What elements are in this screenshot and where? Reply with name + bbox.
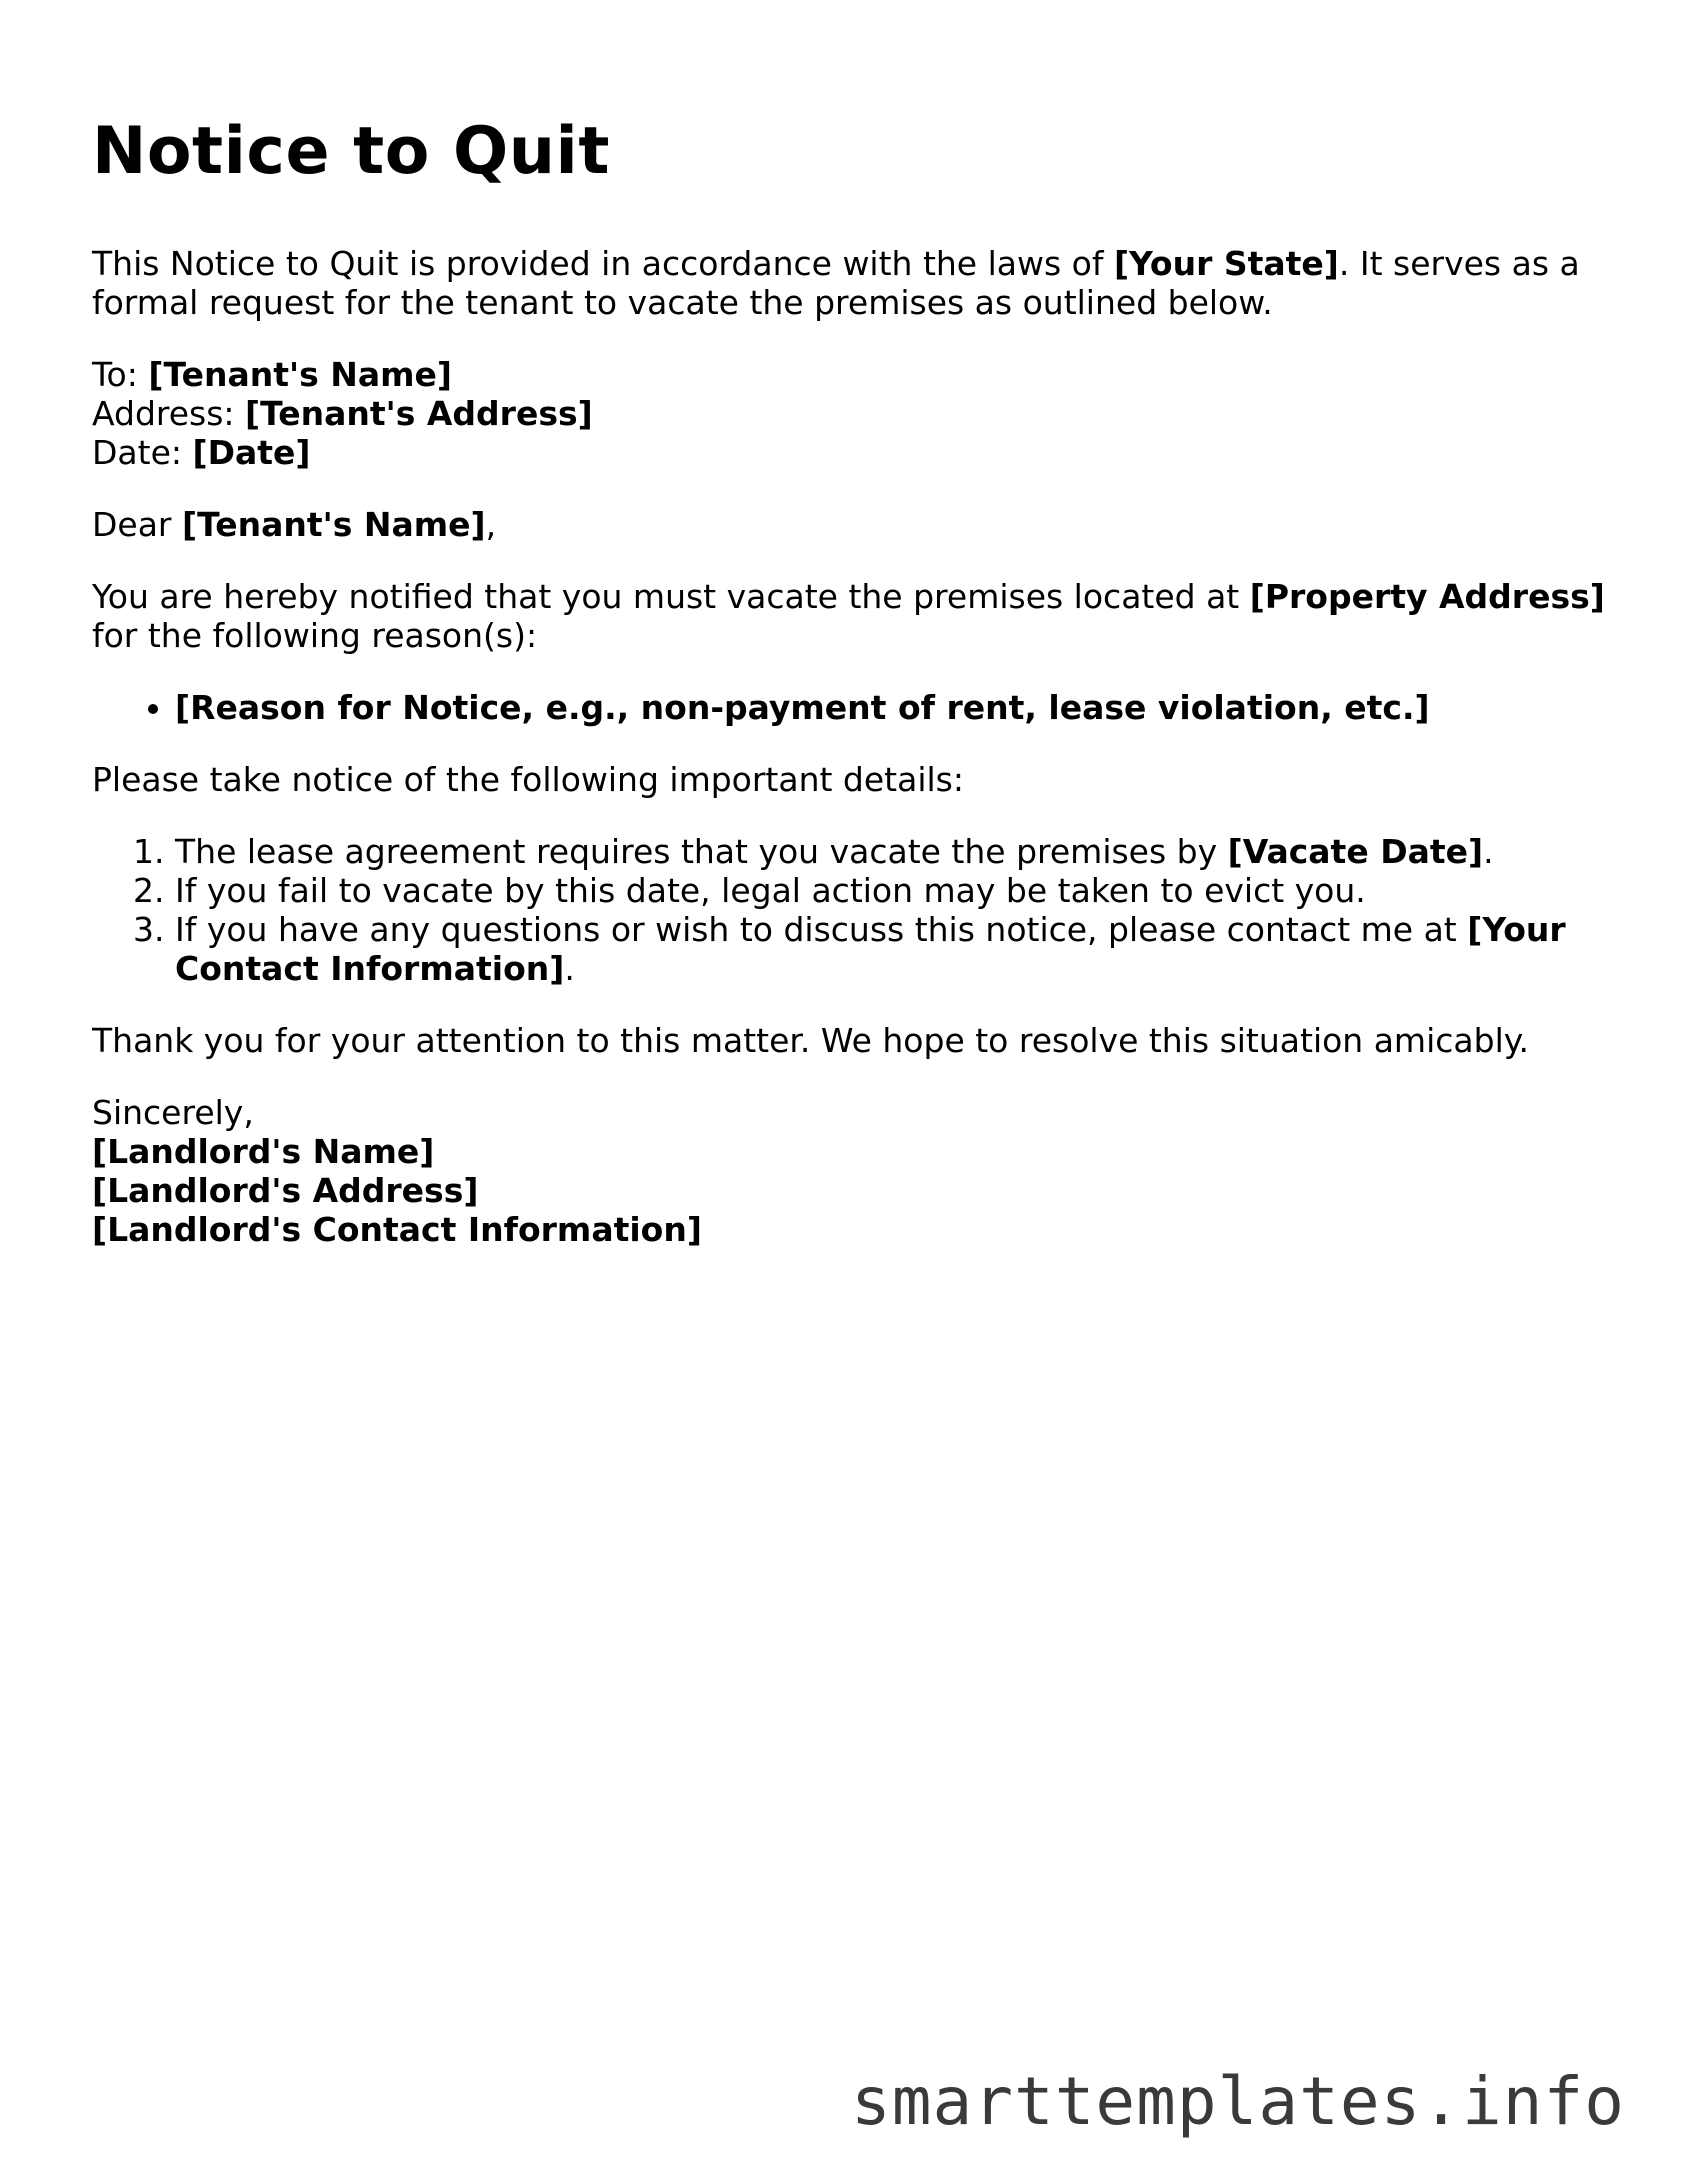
document-page xyxy=(92,112,1612,1282)
state-placeholder: [Your State] xyxy=(1113,244,1339,283)
salutation-name-placeholder: [Tenant's Name] xyxy=(182,505,486,544)
salutation-suffix: , xyxy=(485,505,497,544)
intro-paragraph xyxy=(92,244,1612,322)
list-item xyxy=(175,688,1612,727)
page-title: Notice to Quit xyxy=(92,114,610,189)
watermark: smarttemplates.info xyxy=(851,2063,1625,2140)
property-address-placeholder: [Property Address] xyxy=(1249,577,1605,616)
intro-text-before: This Notice to Quit is provided in accordance with the laws of xyxy=(92,244,1114,283)
reasons-list xyxy=(92,688,1612,727)
notice-text-after: for the following reason(s): xyxy=(92,616,538,655)
tenant-address-placeholder: [Tenant's Address] xyxy=(245,394,593,433)
address-label: Address: xyxy=(92,394,246,433)
closing-paragraph: Thank you for your attention to this matter. We hope to resolve this situation amicably. xyxy=(92,1021,1530,1060)
salutation-prefix: Dear xyxy=(92,505,182,544)
list-item xyxy=(175,832,1612,871)
detail-3-after: . xyxy=(564,949,575,988)
detail-1-before: The lease agreement requires that you vacate the premises by xyxy=(175,832,1228,871)
detail-1-after: . xyxy=(1483,832,1494,871)
salutation xyxy=(92,505,1612,544)
detail-3-before: If you have any questions or wish to discuss this notice, please contact me at xyxy=(175,910,1468,949)
details-intro: Please take notice of the following important details: xyxy=(92,760,964,799)
reason-placeholder: [Reason for Notice, e.g., non-payment of rent, lease violation, etc.] xyxy=(175,688,1430,727)
notice-paragraph xyxy=(92,577,1612,655)
contact-info-placeholder: [Your Contact Information] xyxy=(175,910,1566,988)
closing-word: Sincerely, xyxy=(92,1093,254,1132)
intro-text-after: . It serves as a formal request for the tenant to vacate the premises as outlined below. xyxy=(92,244,1580,322)
notice-text-before: You are hereby notified that you must vacate the premises located at xyxy=(92,577,1250,616)
tenant-name-placeholder: [Tenant's Name] xyxy=(148,355,452,394)
date-label: Date: xyxy=(92,433,193,472)
list-item: 2. If you fail to vacate by this date, legal action may be taken to evict you. xyxy=(175,871,1612,910)
landlord-contact-placeholder: [Landlord's Contact Information] xyxy=(92,1210,702,1249)
recipient-block xyxy=(92,355,1612,472)
landlord-address-placeholder: [Landlord's Address] xyxy=(92,1171,479,1210)
landlord-name-placeholder: [Landlord's Name] xyxy=(92,1132,435,1171)
vacate-date-placeholder: [Vacate Date] xyxy=(1227,832,1484,871)
list-item xyxy=(175,910,1612,988)
to-label: To: xyxy=(92,355,149,394)
date-placeholder: [Date] xyxy=(192,433,311,472)
details-list xyxy=(92,832,1612,988)
signature-block xyxy=(92,1093,1612,1249)
